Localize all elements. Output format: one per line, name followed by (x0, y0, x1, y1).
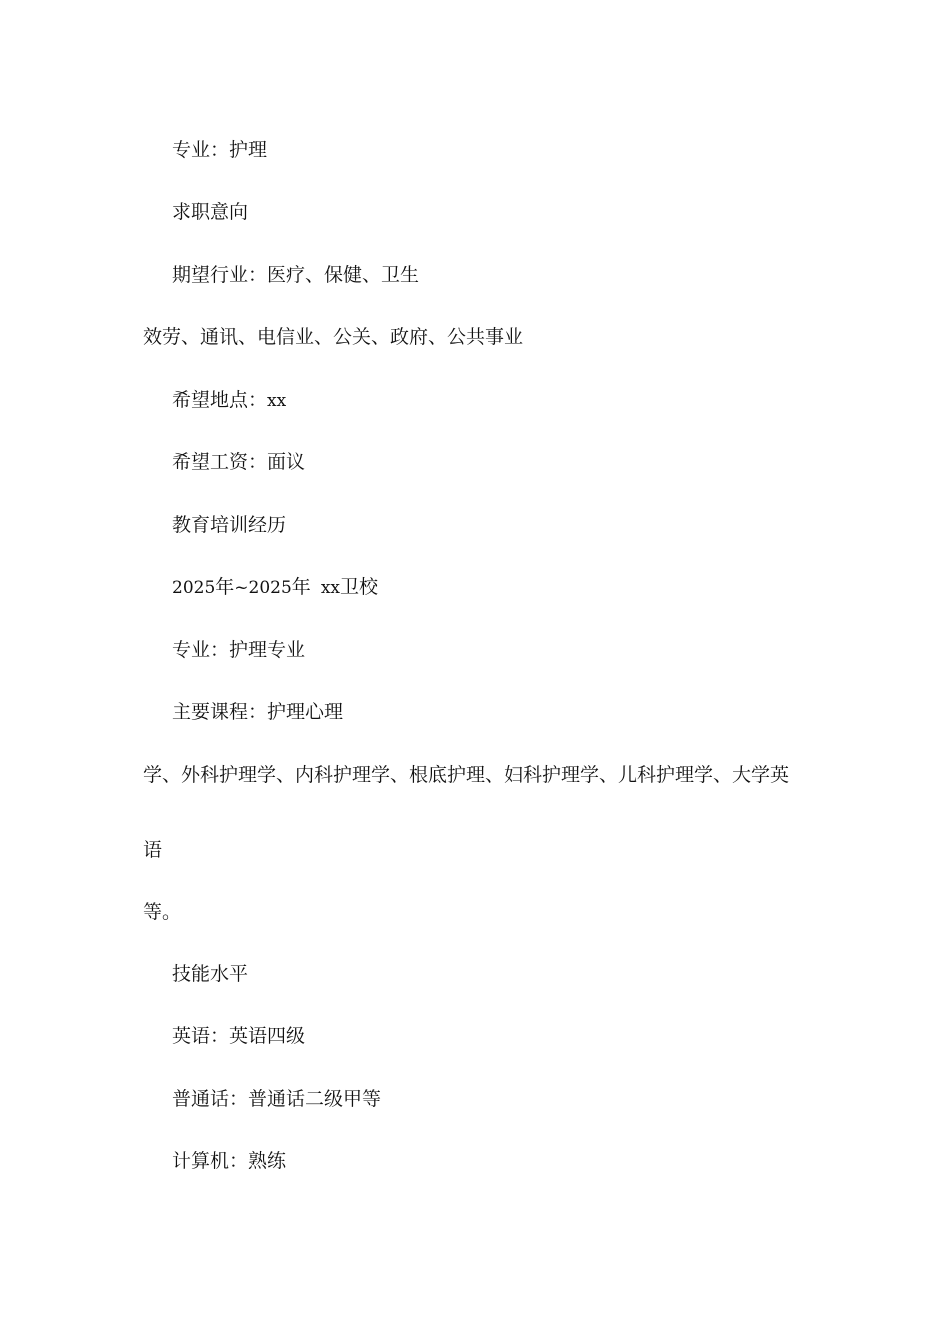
education-heading (172, 512, 286, 538)
expected-location-line (172, 387, 286, 413)
expected-salary-line (172, 449, 305, 475)
education-entry-line (172, 574, 378, 600)
computer-skill-line (172, 1148, 286, 1174)
english-skill-text: 英语：英语四级 (172, 1025, 306, 1047)
expected-industry-text: 期望行业：医疗、保健、卫生 (172, 264, 420, 286)
expected-location-value: xx (267, 391, 287, 411)
main-courses-end (143, 899, 181, 925)
expected-industry-continuation (143, 324, 523, 350)
main-courses-wrap-text: 语 (143, 839, 163, 861)
start-year: 2025 (172, 578, 216, 598)
main-courses-continuation-text: 学、外科护理学、内科护理学、根底护理、妇科护理学、儿科护理学、大学英 (143, 764, 790, 786)
mandarin-skill-line (172, 1086, 381, 1112)
main-courses-end-text: 等。 (143, 901, 182, 923)
school-prefix: xx (320, 578, 340, 598)
main-courses-continuation (143, 762, 789, 788)
start-year-unit: 年 (215, 576, 235, 598)
education-heading-text: 教育培训经历 (172, 514, 287, 536)
job-intention-heading (172, 199, 248, 225)
main-courses-line (172, 699, 343, 725)
english-skill-line (172, 1023, 305, 1049)
school-name: 卫校 (340, 576, 379, 598)
mandarin-skill-text: 普通话：普通话二级甲等 (172, 1088, 382, 1110)
job-intention-text: 求职意向 (172, 201, 249, 223)
skills-heading-text: 技能水平 (172, 963, 249, 985)
computer-skill-text: 计算机：熟练 (172, 1150, 287, 1172)
education-major-line (172, 637, 305, 663)
end-year-unit: 年 (291, 576, 311, 598)
main-courses-text: 主要课程：护理心理 (172, 701, 344, 723)
major-line (172, 137, 267, 163)
expected-industry-line (172, 262, 419, 288)
end-year: 2025 (248, 578, 292, 598)
major-text: 专业：护理 (172, 139, 268, 161)
range-tilde: ~ (234, 578, 249, 598)
expected-industry-continuation-text: 效劳、通讯、电信业、公关、政府、公共事业 (143, 326, 524, 348)
skills-heading (172, 961, 248, 987)
education-major-text: 专业：护理专业 (172, 639, 306, 661)
expected-location-label: 希望地点： (172, 389, 268, 411)
main-courses-wrap (143, 837, 162, 863)
expected-salary-text: 希望工资：面议 (172, 451, 306, 473)
